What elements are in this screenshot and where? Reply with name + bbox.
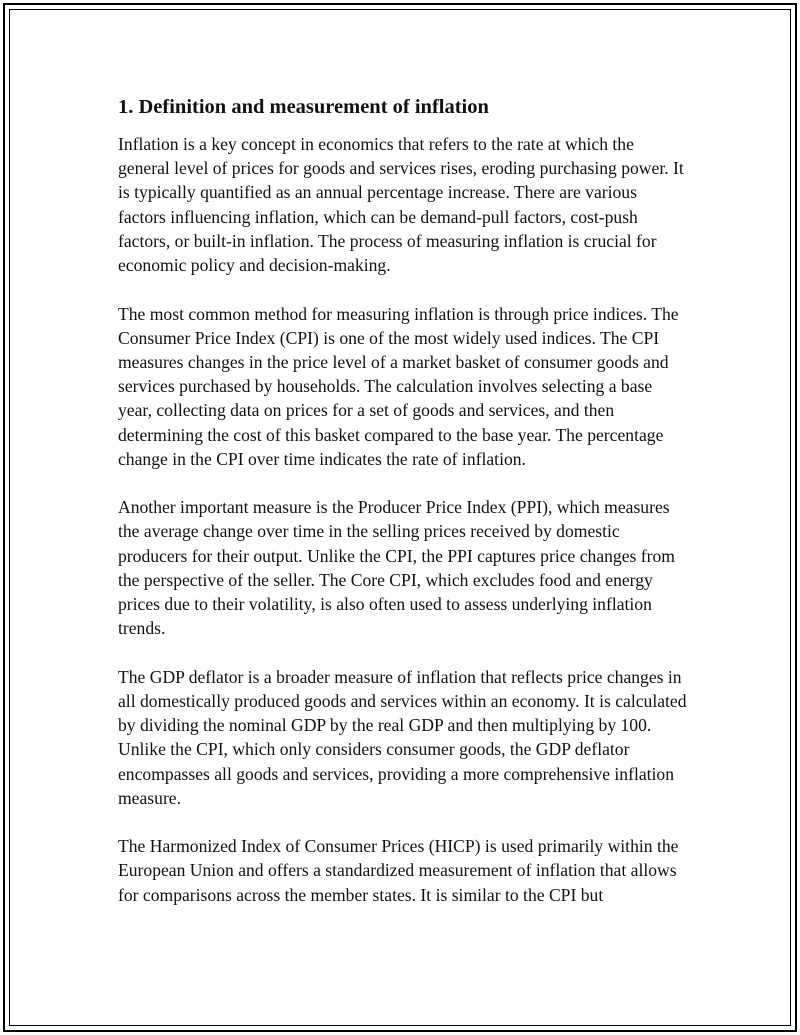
- paragraph-gdp-deflator: The GDP deflator is a broader measure of inflation that reflects price changes in all domestically produced goods and services within an economy. It is calculated by dividing the nominal GDP by the real GDP and then multiplying by 100. Unlike the CPI, which only considers consumer goods, the GDP deflator encompasses all goods and services, providing a more comprehensive inflation measure.: [118, 666, 687, 808]
- paragraph-hicp: The Harmonized Index of Consumer Prices (HICP) is used primarily within the European Union and offers a standardized measurement of inflation that allows for comparisons across the member states. It is similar to the CPI but: [118, 836, 679, 905]
- document-body: [118, 94, 688, 931]
- paragraph-cpi: The most common method for measuring inflation is through price indices. The Consumer Price Index (CPI) is one of the most widely used indices. The CPI measures changes in the price level of a market basket of consumer goods and services purchased by households. The calculation involves selecting a base year, collecting data on prices for a set of goods and services, and then determining the cost of this basket compared to the base year. The percentage change in the CPI over time indicates the rate of inflation.: [118, 303, 679, 469]
- paragraph-ppi: Another important measure is the Producer Price Index (PPI), which measures the average change over time in the selling prices received by domestic producers for their output. Unlike the CPI, the PPI captures price changes from the perspective of the seller. The Core CPI, which excludes food and energy prices due to their volatility, is also often used to assess underlying inflation trends.: [118, 497, 675, 639]
- section-heading: 1. Definition and measurement of inflation: [118, 96, 489, 118]
- paragraph-definition: Inflation is a key concept in economics that refers to the rate at which the general level of prices for goods and services rises, eroding purchasing power. It is typically quantified as an annual percentage increase. There are various factors influencing inflation, which can be demand-pull factors, cost-push factors, or built-in inflation. The process of measuring inflation is crucial for economic policy and decision-making.: [118, 134, 684, 276]
